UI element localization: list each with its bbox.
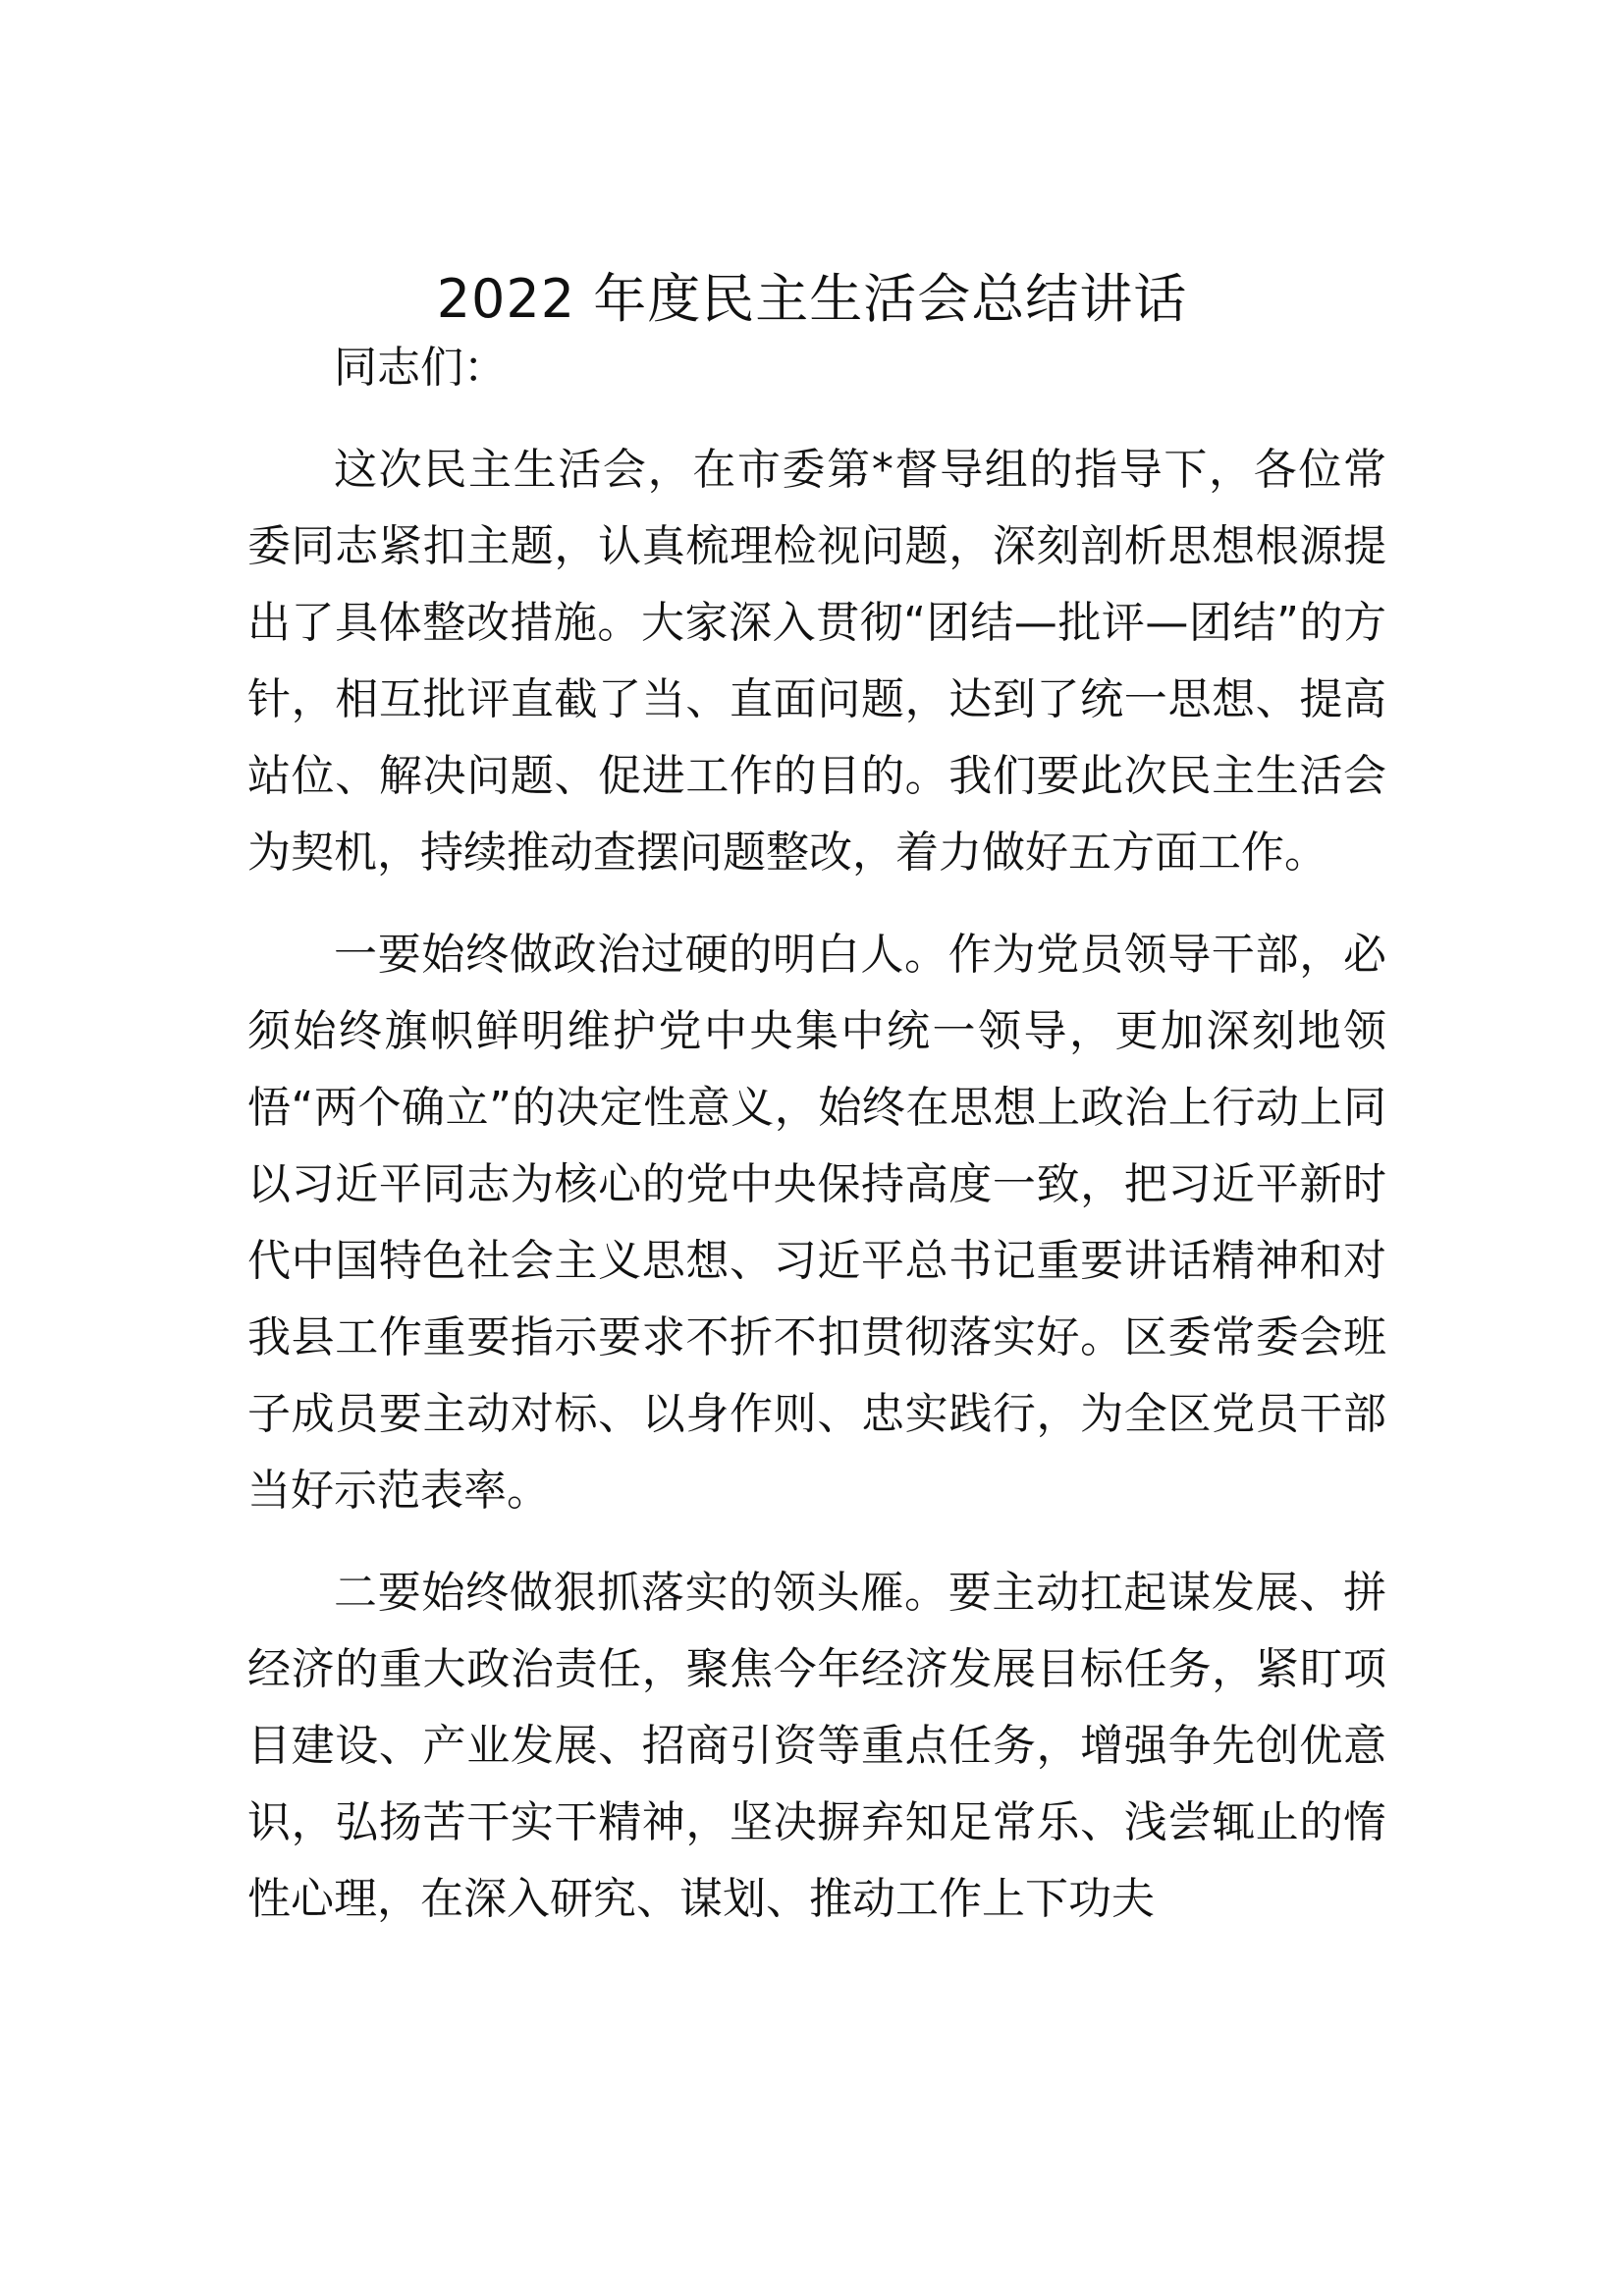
document-body [247, 316, 1386, 1938]
page-title: 2022 年度民主生活会总结讲话 [436, 268, 1188, 330]
paragraph-intro: 这次民主生活会，在市委第*督导组的指导下，各位常委同志紧扣主题，认真梳理检视问题，深刻剖析思想根源提出了具体整改措施。大家深入贯彻“团结—批评—团结”的方针，相互批评直截了当、直面问题，达到了统一思想、提高站位、解决问题、促进工作的目的。我们要此次民主生活会为契机，持续推动查摆问题整改，着力做好五方面工作。 [247, 445, 1386, 878]
paragraph-point-one: 一要始终做政治过硬的明白人。作为党员领导干部，必须始终旗帜鲜明维护党中央集中统一领导，更加深刻地领悟“两个确立”的决定性意义，始终在思想上政治上行动上同以习近平同志为核心的党中央保持高度一致，把习近平新时代中国特色社会主义思想、习近平总书记重要讲话精神和对我县工作重要指示要求不折不扣贯彻落实好。区委常委会班子成员要主动对标、以身作则、忠实践行，为全区党员干部当好示范表率。 [247, 930, 1386, 1516]
greeting-paragraph: 同志们： [334, 343, 507, 393]
paragraph-point-two: 二要始终做狠抓落实的领头雁。要主动扛起谋发展、拼经济的重大政治责任，聚焦今年经济发展目标任务，紧盯项目建设、产业发展、招商引资等重点任务，增强争先创优意识，弘扬苦干实干精神，坚决摒弃知足常乐、浅尝辄止的惰性心理，在深入研究、谋划、推动工作上下功夫 [247, 1568, 1386, 1924]
